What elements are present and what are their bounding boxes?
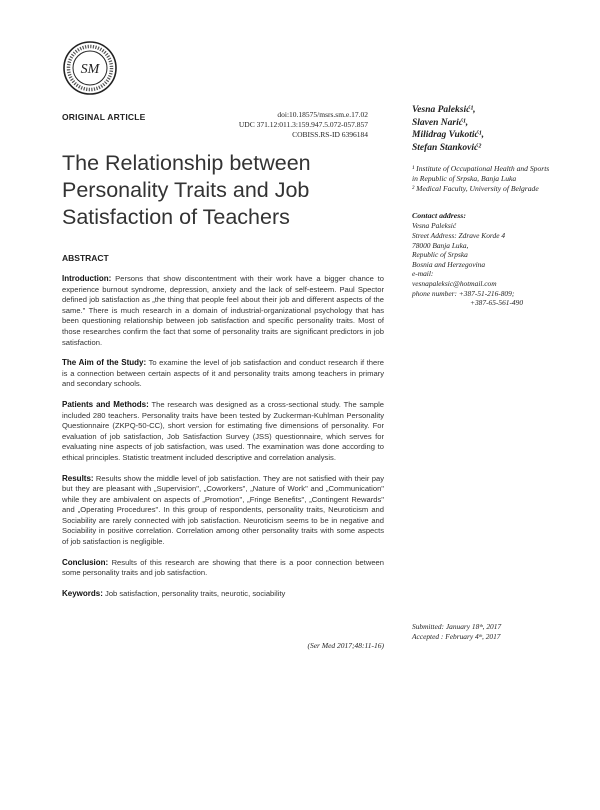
doi: doi:10.18575/msrs.sm.e.17.02: [277, 110, 368, 119]
accepted-date: Accepted : February 4ᵗʰ, 2017: [412, 631, 501, 641]
contact-country: Bosnia and Herzegovina: [412, 259, 486, 269]
contact-street: Street Address: Zdrave Korde 4: [412, 230, 506, 240]
contact-email: vesnapaleksic@hotmail.com: [412, 278, 497, 288]
affiliation-2: ² Medical Faculty, University of Belgrade: [412, 183, 539, 193]
paper-title: The Relationship between Personality Traits and Job Satisfaction of Teachers: [62, 151, 311, 229]
abstract-results: Results: Results show the middle level of job satisfaction. They are not satisfied with their pay but they are pleasant with „Supervision", „Coworkers", „Nature of Work" and „Communication" while they are ambivalent on aspects of „Promotion", „Fringe Benefits", „Contingent Rewards" and „Operating Procedures". In this group of respondents, personality traits, Neuroticism and Sociability are rarely connected with job satisfaction. Neuroticism seems to be in negative and Sociability in positive correlation. Correlation among other personality traits with some aspects of job satisfaction is negligible.: [62, 473, 384, 547]
contact-heading: Contact address:: [412, 211, 466, 221]
cobiss: COBISS.RS-ID 6396184: [292, 130, 368, 139]
abstract-conclusion: Conclusion: Results of this research are showing that there is a poor connection between some personality traits and job satisfaction.: [62, 557, 384, 578]
abstract-heading: ABSTRACT: [62, 253, 109, 263]
contact-city: 78000 Banja Luka,: [412, 240, 469, 250]
author: Vesna Paleksić¹,: [412, 105, 476, 115]
abstract-methods: Patients and Methods: The research was designed as a cross-sectional study. The sample included 280 teachers. Personality traits have been tested by Zuckerman-Kuhlman Personality Questionnaire (ZKPQ-50-CC), short version for estimating five dimensions of personality. For evaluation of job satisfaction, Job Satisfaction Survey (JSS) questionnaire, which serves for evaluating nine aspects of job satisfaction, was used. The examination was done according to ethical principles. Statistic treatment included descriptive and correlation analysis.: [62, 399, 384, 462]
abstract-body: [62, 274, 384, 609]
article-type: ORIGINAL ARTICLE: [62, 112, 146, 122]
abstract-introduction: Introduction: Persons that show discontentment with their work have a bigger chance to experience burnout syndrome, depression, anxiety and the lack of self-esteem. Paul Spector defined job satisfaction as „the thing that people feel about their job and different aspects of the same." There is much research in a domain of industrial-organizational psychology that has been questioning relationship between job satisfaction and specific personality traits. Most of those researches confirm the fact that some of personality traits are significant predictors in job satisfaction.: [62, 274, 384, 347]
author: Stefan Stanković²: [412, 142, 482, 153]
citation: (Ser Med 2017;48:11-16): [307, 641, 384, 650]
contact-details: [412, 221, 552, 307]
abstract-aim: The Aim of the Study: To examine the level of job satisfaction and conduct research if there is a connection between certain aspects of it and personality traits among teachers in primary and secondary schools.: [62, 358, 384, 389]
affiliations: [412, 164, 552, 193]
contact-phone-2: +387-65-561-490: [470, 298, 524, 308]
author: Slaven Narić¹,: [412, 117, 469, 128]
author-list: [412, 104, 552, 154]
submitted-date: Submitted: January 18ᵗʰ, 2017: [412, 622, 502, 631]
author: Milidrag Vukotić¹,: [412, 130, 485, 140]
sidebar: [412, 104, 552, 308]
udc: UDC 371.12:011.3:159.947.5.072-057.857: [238, 120, 368, 129]
identifiers: [200, 110, 368, 140]
contact-name: Vesna Paleksić: [412, 221, 457, 231]
logo-monogram: SM: [80, 62, 100, 77]
journal-logo: [62, 40, 118, 96]
abstract-keywords: Keywords: Job satisfaction, personality traits, neurotic, sociability: [62, 588, 286, 598]
contact-phone: phone number: +387-51-216-809;: [412, 288, 515, 298]
contact-email-label: e-mail:: [412, 269, 434, 279]
affiliation-1: ¹ Institute of Occupational Health and Sports in Republic of Srpska, Banja Luka: [412, 164, 550, 183]
submission-dates: [412, 622, 552, 641]
contact-republic: Republic of Srpska: [412, 250, 468, 260]
